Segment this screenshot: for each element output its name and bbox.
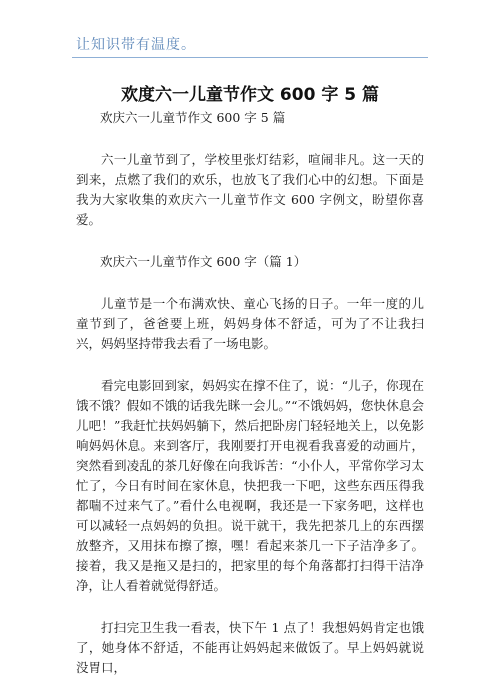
intro-paragraph: 六一儿童节到了，学校里张灯结彩，喧闹非凡。这一天的到来，点燃了我们的欢乐，也放飞了我们心中的幻想。下面是我为大家收集的欢庆六一儿童节作文 600 字例文，盼望你喜爱。 [76,152,424,227]
body-paragraph: 儿童节是一个布满欢快、童心飞扬的日子。一年一度的儿童节到了，爸爸要上班，妈妈身体不舒适，可为了不让我扫兴，妈妈坚持带我去看了一场电影。 [76,296,424,351]
section-heading: 欢庆六一儿童节作文 600 字（篇 1） [100,254,307,269]
site-tagline: 让知识带有温度。 [76,37,196,53]
body-paragraph: 看完电影回到家，妈妈实在撑不住了，说：“儿子，你现在饿不饿？假如不饿的话我先眯一会儿。”“不饿妈妈，您快休息会儿吧！”我赶忙扶妈妈躺下，然后把卧房门轻轻地关上，以免影响妈妈休息。来到客厅，我刚要打开电视看我喜爱的动画片，突然看到凌乱的茶几好像在向我诉苦：“小仆人，平常你学习太忙了，今日有时间在家休息，快把我一下吧，这些东西压得我都喘不过来气了。”看什么电视啊，我还是一下家务吧，这样也可以减轻一点妈妈的负担。说干就干，我先把茶几上的东西摆放整齐，又用抹布擦了擦，嘿！看起来茶几一下子洁净多了。接着，我又是拖又是扫的，把家里的每个角落都打扫得干洁净净，让人看着就觉得舒适。 [76,378,424,593]
header-divider [72,57,428,58]
document-title: 欢度六一儿童节作文 600 字 5 篇 [121,85,379,105]
body-paragraph: 打扫完卫生我一看表，快下午 1 点了！我想妈妈肯定也饿了，她身体不舒适，不能再让妈妈起来做饭了。早上妈妈就说没胃口， [76,620,424,675]
document-subtitle: 欢庆六一儿童节作文 600 字 5 篇 [100,110,286,125]
document-body [76,108,424,700]
page-header [0,0,500,60]
